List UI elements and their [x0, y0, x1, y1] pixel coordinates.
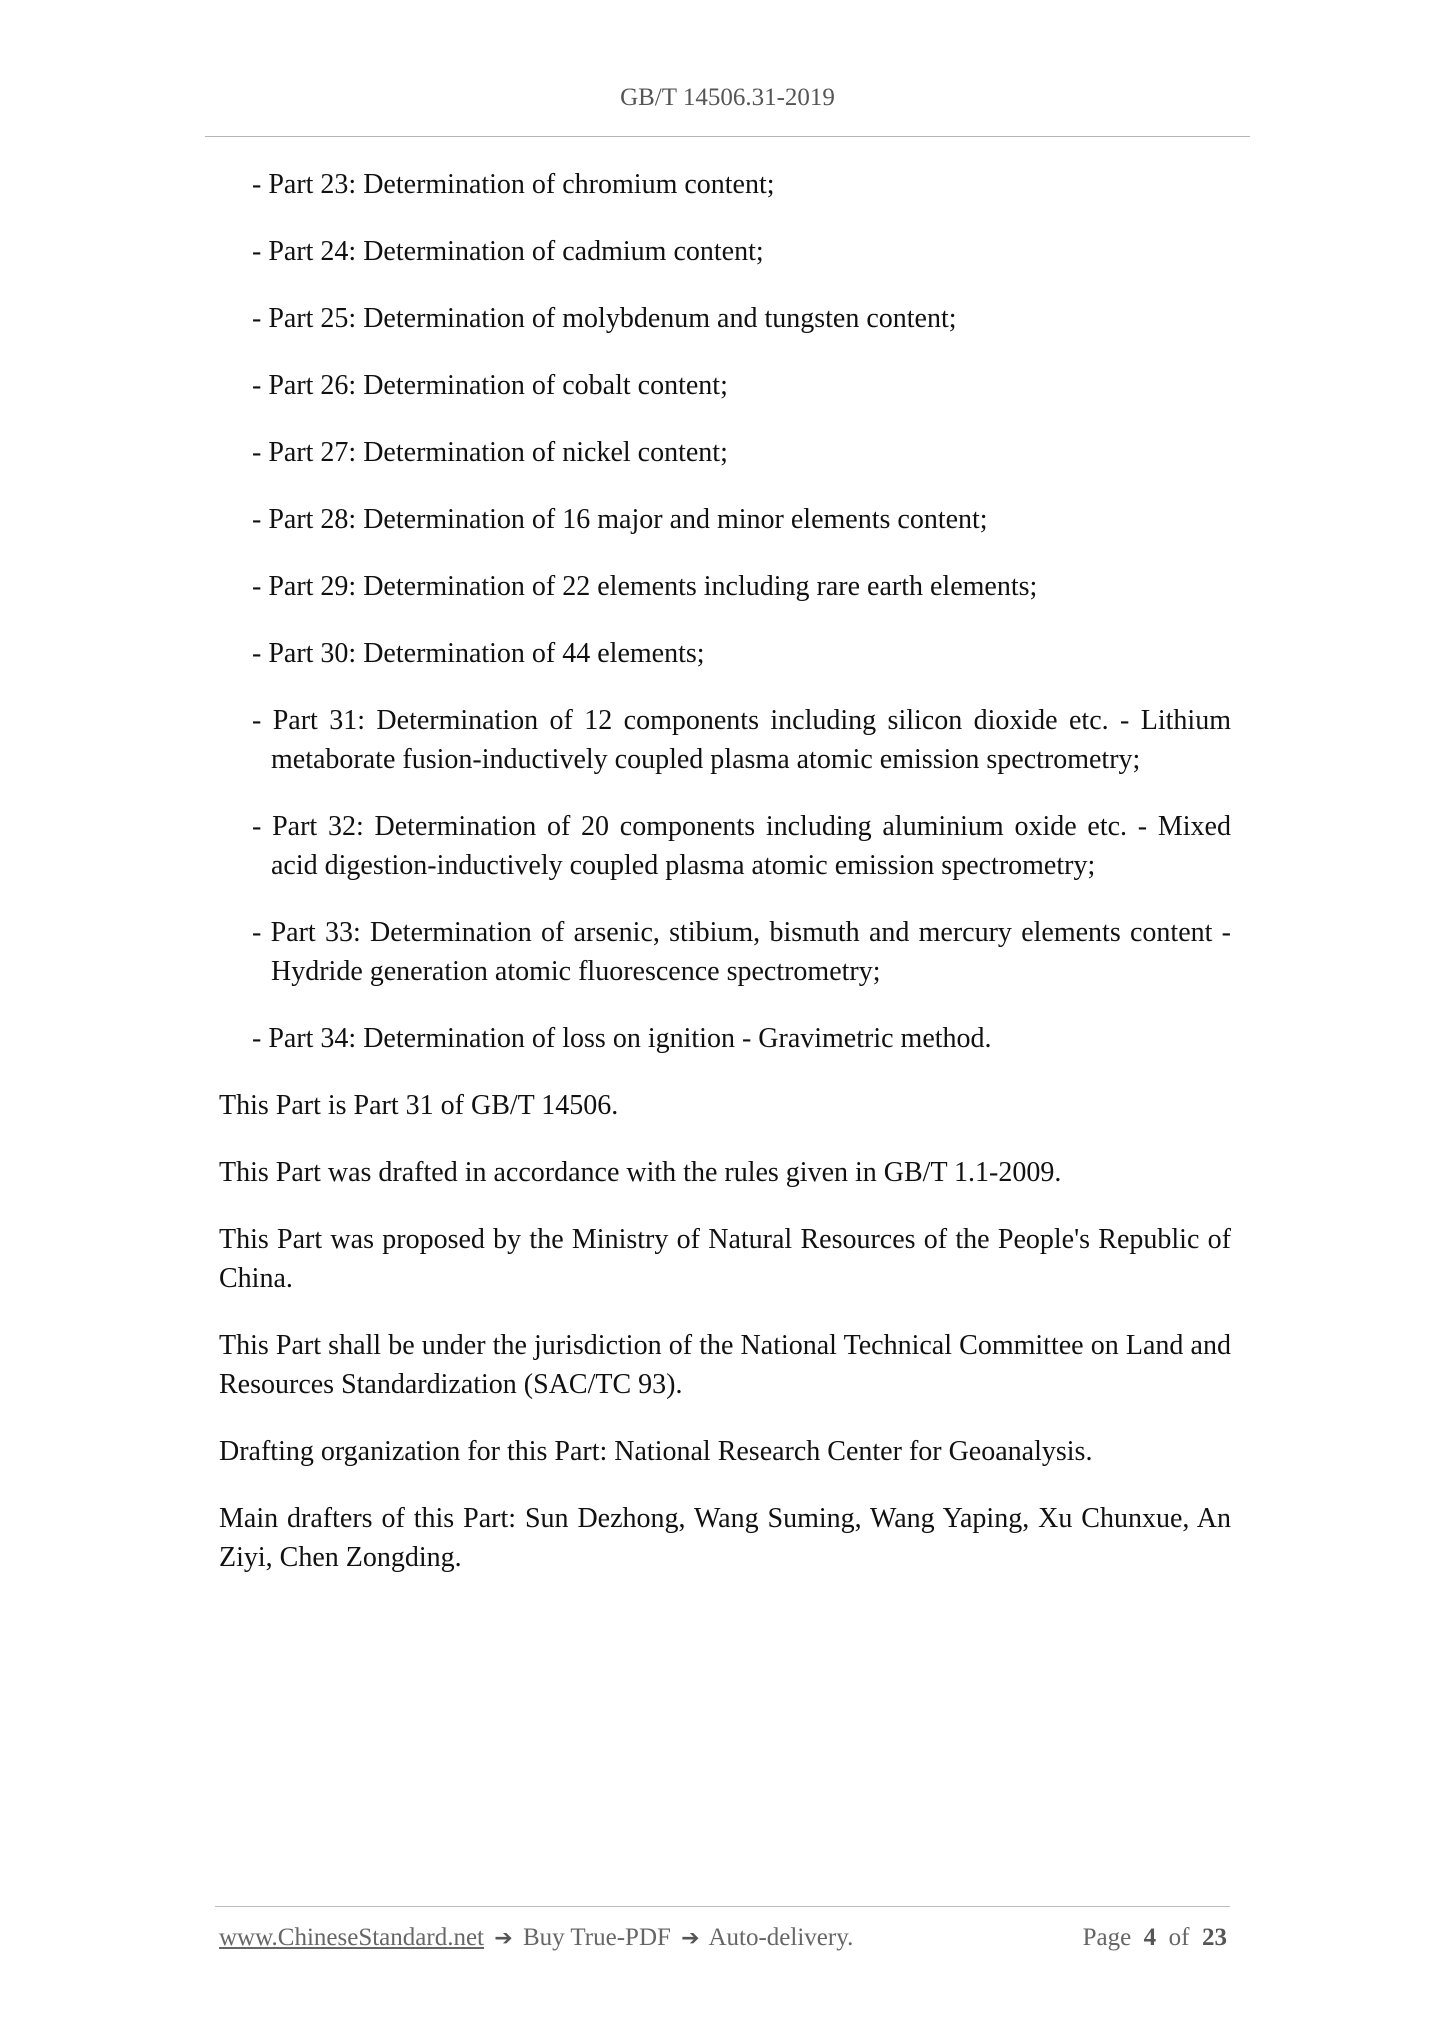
header-divider	[205, 136, 1250, 137]
list-item-part-27: - Part 27: Determination of nickel content;	[252, 437, 728, 468]
right-arrow-icon: ➔	[681, 1926, 700, 1951]
page-label: Page	[1082, 1924, 1132, 1951]
list-item-part-25: - Part 25: Determination of molybdenum and tungsten content;	[252, 303, 957, 334]
list-item-part-26: - Part 26: Determination of cobalt content;	[252, 370, 728, 401]
footer-promo	[219, 1924, 853, 1952]
list-item-part-23: - Part 23: Determination of chromium content;	[252, 169, 775, 200]
list-item-part-31: - Part 31: Determination of 12 components including silicon dioxide etc. - Lithium metaborate fusion-inductively coupled plasma atomic emission spectrometry;	[252, 705, 1231, 775]
auto-delivery-text: Auto-delivery.	[708, 1924, 854, 1951]
list-item-part-34: - Part 34: Determination of loss on ignition - Gravimetric method.	[252, 1023, 992, 1054]
footer-divider	[215, 1906, 1230, 1907]
of-label: of	[1168, 1924, 1190, 1951]
list-item-part-32: - Part 32: Determination of 20 components including aluminium oxide etc. - Mixed acid digestion-inductively coupled plasma atomic emission spectrometry;	[252, 811, 1231, 881]
current-page-number: 4	[1143, 1924, 1157, 1951]
page-indicator	[1083, 1924, 1227, 1952]
total-pages-number: 23	[1202, 1924, 1227, 1951]
right-arrow-icon: ➔	[494, 1926, 513, 1951]
paragraph-proposed-by: This Part was proposed by the Ministry of Natural Resources of the People's Republic of China.	[219, 1224, 1231, 1294]
parts-list	[219, 165, 1231, 1058]
buy-true-pdf-text: Buy True-PDF	[522, 1924, 671, 1951]
list-item-part-30: - Part 30: Determination of 44 elements;	[252, 638, 705, 669]
paragraph-jurisdiction: This Part shall be under the jurisdiction of the National Technical Committee on Land and Resources Standardization (SAC/TC 93).	[219, 1330, 1231, 1400]
page-header-title: GB/T 14506.31-2019	[620, 84, 835, 111]
list-item-part-24: - Part 24: Determination of cadmium content;	[252, 236, 764, 267]
paragraph-main-drafters: Main drafters of this Part: Sun Dezhong, Wang Suming, Wang Yaping, Xu Chunxue, An Ziyi, Chen Zongding.	[219, 1503, 1231, 1573]
list-item-part-28: - Part 28: Determination of 16 major and minor elements content;	[252, 504, 988, 535]
paragraph-part-number: This Part is Part 31 of GB/T 14506.	[219, 1090, 619, 1121]
document-body	[219, 165, 1231, 1605]
paragraph-drafting-organization: Drafting organization for this Part: National Research Center for Geoanalysis.	[219, 1436, 1093, 1467]
site-link[interactable]: www.ChineseStandard.net	[219, 1924, 484, 1951]
list-item-part-29: - Part 29: Determination of 22 elements including rare earth elements;	[252, 571, 1038, 602]
paragraph-drafting-rules: This Part was drafted in accordance with the rules given in GB/T 1.1-2009.	[219, 1157, 1062, 1188]
list-item-part-33: - Part 33: Determination of arsenic, stibium, bismuth and mercury elements content - Hydride generation atomic fluorescence spectrometry;	[252, 917, 1231, 987]
